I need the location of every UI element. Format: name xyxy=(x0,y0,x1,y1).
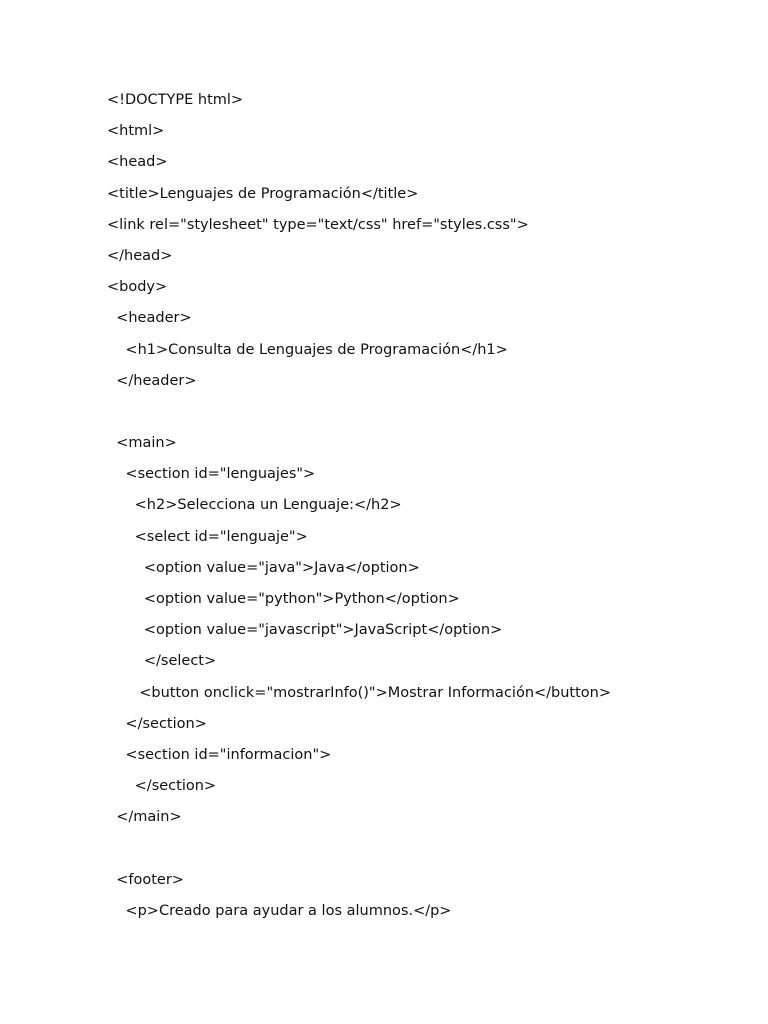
code-line-footer-paragraph: <p>Creado para ayudar a los alumnos.</p> xyxy=(107,902,452,919)
code-line-h2: <h2>Selecciona un Lenguaje:</h2> xyxy=(107,497,402,514)
code-line-body-open: <body> xyxy=(107,279,168,296)
code-line-section-informacion: <section id="informacion"> xyxy=(107,746,332,763)
code-line-select-open: <select id="lenguaje"> xyxy=(107,528,308,545)
code-line-main-close: </main> xyxy=(107,809,182,826)
code-line-h1: <h1>Consulta de Lenguajes de Programación</h1> xyxy=(107,341,508,358)
code-line-select-close: </select> xyxy=(107,653,217,670)
code-line-head-close: </head> xyxy=(107,247,173,264)
code-line-section-lenguajes: <section id="lenguajes"> xyxy=(107,466,316,483)
code-line-header-close: </header> xyxy=(107,372,197,389)
code-line-section-close: </section> xyxy=(107,715,207,732)
code-line-title: <title>Lenguajes de Programación</title> xyxy=(107,185,419,202)
code-line-main-open: <main> xyxy=(107,435,177,452)
code-line-button: <button onclick="mostrarInfo()">Mostrar Información</button> xyxy=(107,684,612,701)
code-line-doctype: <!DOCTYPE html> xyxy=(107,92,244,108)
code-line-blank-2 xyxy=(107,838,747,869)
code-line-footer-open: <footer> xyxy=(107,871,184,888)
code-line-blank xyxy=(107,401,747,432)
code-line-html-open: <html> xyxy=(107,123,165,140)
code-listing xyxy=(107,89,747,931)
code-line-option-java: <option value="java">Java</option> xyxy=(107,559,420,576)
code-line-option-python: <option value="python">Python</option> xyxy=(107,591,460,607)
code-line-section-informacion-close: </section> xyxy=(107,778,217,795)
code-line-header-open: <header> xyxy=(107,310,192,327)
code-line-option-javascript: <option value="javascript">JavaScript</option> xyxy=(107,622,503,639)
code-line-link-stylesheet: <link rel="stylesheet" type="text/css" href="styles.css"> xyxy=(107,216,529,233)
code-line-head-open: <head> xyxy=(107,154,168,171)
